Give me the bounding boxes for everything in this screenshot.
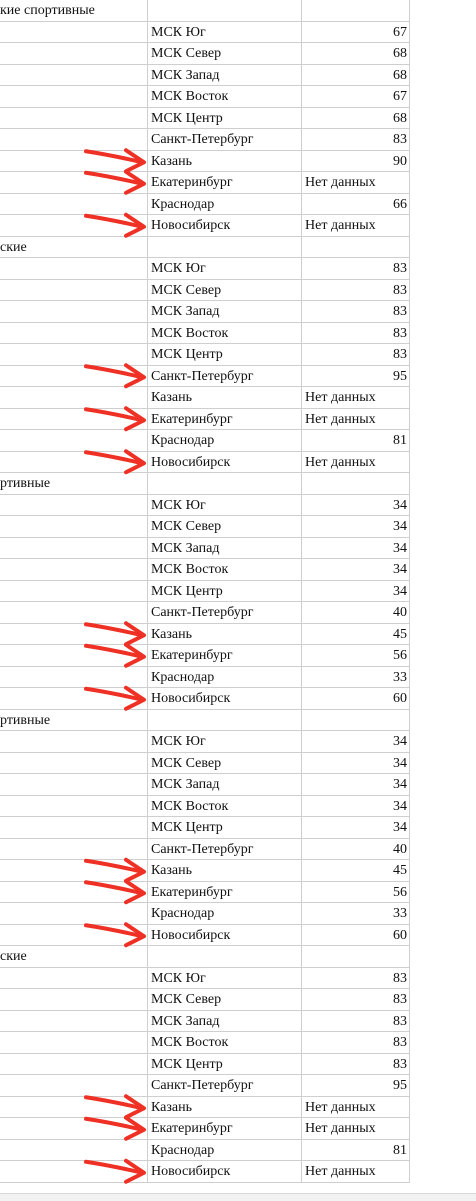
table-row[interactable]	[0, 86, 410, 108]
empty-cell[interactable]	[0, 602, 148, 623]
empty-cell[interactable]	[0, 1097, 148, 1118]
table-row[interactable]	[0, 667, 410, 689]
table-row[interactable]	[0, 1075, 410, 1097]
city-cell[interactable]: МСК Центр	[148, 108, 302, 129]
table-row[interactable]	[0, 1161, 410, 1183]
table-row[interactable]	[0, 387, 410, 409]
section-header-row[interactable]	[0, 710, 410, 732]
city-cell[interactable]: МСК Запад	[148, 301, 302, 322]
city-cell[interactable]: Екатеринбург	[148, 882, 302, 903]
empty-cell[interactable]	[0, 387, 148, 408]
empty-cell[interactable]	[0, 344, 148, 365]
empty-cell[interactable]	[0, 194, 148, 215]
value-cell[interactable]: 45	[302, 860, 410, 881]
value-cell[interactable]: 34	[302, 538, 410, 559]
city-cell[interactable]: Санкт-Петербург	[148, 129, 302, 150]
city-cell[interactable]: МСК Север	[148, 516, 302, 537]
table-row[interactable]	[0, 22, 410, 44]
empty-cell[interactable]	[148, 710, 302, 731]
value-cell[interactable]: 95	[302, 366, 410, 387]
value-cell[interactable]: 34	[302, 817, 410, 838]
value-cell[interactable]: 40	[302, 602, 410, 623]
empty-cell[interactable]	[0, 301, 148, 322]
empty-cell[interactable]	[0, 882, 148, 903]
empty-cell[interactable]	[0, 667, 148, 688]
empty-cell[interactable]	[0, 430, 148, 451]
table-row[interactable]	[0, 344, 410, 366]
city-cell[interactable]: Санкт-Петербург	[148, 602, 302, 623]
value-cell[interactable]: 56	[302, 645, 410, 666]
value-cell[interactable]: 83	[302, 301, 410, 322]
value-cell[interactable]: 68	[302, 65, 410, 86]
value-cell[interactable]: 83	[302, 344, 410, 365]
empty-cell[interactable]	[0, 258, 148, 279]
value-cell[interactable]: 83	[302, 323, 410, 344]
city-cell[interactable]: Санкт-Петербург	[148, 1075, 302, 1096]
empty-cell[interactable]	[0, 925, 148, 946]
city-cell[interactable]: Санкт-Петербург	[148, 366, 302, 387]
table-row[interactable]	[0, 194, 410, 216]
section-title: ские	[0, 237, 148, 258]
empty-cell[interactable]	[148, 0, 302, 21]
city-cell[interactable]: МСК Восток	[148, 86, 302, 107]
empty-cell[interactable]	[0, 774, 148, 795]
city-cell[interactable]: МСК Запад	[148, 1011, 302, 1032]
empty-cell[interactable]	[0, 409, 148, 430]
value-cell[interactable]: 83	[302, 1032, 410, 1053]
value-cell[interactable]: Нет данных	[302, 452, 410, 473]
empty-cell[interactable]	[0, 43, 148, 64]
value-cell[interactable]: 83	[302, 258, 410, 279]
table-row[interactable]	[0, 129, 410, 151]
city-cell[interactable]: Казань	[148, 1097, 302, 1118]
city-cell[interactable]: МСК Восток	[148, 559, 302, 580]
value-cell[interactable]: 90	[302, 151, 410, 172]
city-cell[interactable]: Казань	[148, 624, 302, 645]
empty-cell[interactable]	[0, 516, 148, 537]
empty-cell[interactable]	[0, 151, 148, 172]
value-cell[interactable]: 83	[302, 989, 410, 1010]
value-cell[interactable]: 83	[302, 968, 410, 989]
value-cell[interactable]: 34	[302, 495, 410, 516]
empty-cell[interactable]	[302, 946, 410, 967]
empty-cell[interactable]	[0, 65, 148, 86]
empty-cell[interactable]	[302, 237, 410, 258]
value-cell[interactable]: Нет данных	[302, 387, 410, 408]
city-cell[interactable]: МСК Юг	[148, 968, 302, 989]
empty-cell[interactable]	[0, 753, 148, 774]
value-cell[interactable]: 83	[302, 280, 410, 301]
city-cell[interactable]: Екатеринбург	[148, 172, 302, 193]
city-cell[interactable]: Новосибирск	[148, 452, 302, 473]
empty-cell[interactable]	[0, 129, 148, 150]
table-row[interactable]	[0, 839, 410, 861]
empty-cell[interactable]	[0, 1054, 148, 1075]
value-cell[interactable]: 34	[302, 796, 410, 817]
empty-cell[interactable]	[302, 473, 410, 494]
table-row[interactable]	[0, 581, 410, 603]
empty-cell[interactable]	[0, 559, 148, 580]
empty-cell[interactable]	[148, 237, 302, 258]
empty-cell[interactable]	[0, 989, 148, 1010]
table-row[interactable]	[0, 1054, 410, 1076]
city-cell[interactable]: МСК Восток	[148, 796, 302, 817]
city-cell[interactable]: МСК Юг	[148, 258, 302, 279]
empty-cell[interactable]	[0, 1011, 148, 1032]
city-cell[interactable]: МСК Центр	[148, 581, 302, 602]
city-cell[interactable]: Санкт-Петербург	[148, 839, 302, 860]
empty-cell[interactable]	[0, 1161, 148, 1182]
table-row[interactable]	[0, 903, 410, 925]
empty-cell[interactable]	[0, 22, 148, 43]
table-row[interactable]	[0, 1118, 410, 1140]
table-row[interactable]	[0, 882, 410, 904]
empty-cell[interactable]	[148, 473, 302, 494]
value-cell[interactable]: 34	[302, 731, 410, 752]
value-cell[interactable]: 60	[302, 925, 410, 946]
table-row[interactable]	[0, 280, 410, 302]
table-row[interactable]	[0, 774, 410, 796]
empty-cell[interactable]	[0, 581, 148, 602]
city-cell[interactable]: МСК Север	[148, 280, 302, 301]
table-row[interactable]	[0, 1097, 410, 1119]
city-cell[interactable]: Новосибирск	[148, 215, 302, 236]
value-cell[interactable]: 68	[302, 43, 410, 64]
city-cell[interactable]: Краснодар	[148, 903, 302, 924]
city-cell[interactable]: МСК Центр	[148, 1054, 302, 1075]
section-header-row[interactable]	[0, 237, 410, 259]
city-cell[interactable]: МСК Запад	[148, 538, 302, 559]
table-row[interactable]	[0, 301, 410, 323]
table-row[interactable]	[0, 1011, 410, 1033]
city-cell[interactable]: Новосибирск	[148, 925, 302, 946]
value-cell[interactable]: Нет данных	[302, 1161, 410, 1182]
value-cell[interactable]: 34	[302, 516, 410, 537]
table-row[interactable]	[0, 516, 410, 538]
empty-cell[interactable]	[0, 1140, 148, 1161]
empty-cell[interactable]	[0, 796, 148, 817]
empty-cell[interactable]	[0, 731, 148, 752]
empty-cell[interactable]	[0, 1118, 148, 1139]
city-cell[interactable]: Краснодар	[148, 667, 302, 688]
table-row[interactable]	[0, 753, 410, 775]
table-row[interactable]	[0, 215, 410, 237]
city-cell[interactable]: Екатеринбург	[148, 1118, 302, 1139]
empty-cell[interactable]	[0, 624, 148, 645]
value-cell[interactable]: 83	[302, 1011, 410, 1032]
value-cell[interactable]: Нет данных	[302, 409, 410, 430]
empty-cell[interactable]	[0, 817, 148, 838]
city-cell[interactable]: Новосибирск	[148, 688, 302, 709]
city-cell[interactable]: Краснодар	[148, 1140, 302, 1161]
table-row[interactable]	[0, 495, 410, 517]
table-row[interactable]	[0, 1032, 410, 1054]
empty-cell[interactable]	[302, 710, 410, 731]
value-cell[interactable]: 34	[302, 753, 410, 774]
city-cell[interactable]: Краснодар	[148, 194, 302, 215]
city-cell[interactable]: МСК Север	[148, 989, 302, 1010]
empty-cell[interactable]	[0, 968, 148, 989]
value-cell[interactable]: 68	[302, 108, 410, 129]
section-title: кие спортивные	[0, 0, 148, 21]
empty-cell[interactable]	[148, 946, 302, 967]
table-row[interactable]	[0, 602, 410, 624]
empty-cell[interactable]	[0, 860, 148, 881]
empty-cell[interactable]	[0, 538, 148, 559]
section-title: ртивные	[0, 710, 148, 731]
value-cell[interactable]: 34	[302, 559, 410, 580]
section-header-row[interactable]	[0, 0, 410, 22]
table-row[interactable]	[0, 258, 410, 280]
city-cell[interactable]: Казань	[148, 151, 302, 172]
value-cell[interactable]: 66	[302, 194, 410, 215]
city-cell[interactable]: МСК Центр	[148, 344, 302, 365]
city-cell[interactable]: Екатеринбург	[148, 409, 302, 430]
value-cell[interactable]: 95	[302, 1075, 410, 1096]
value-cell[interactable]: 33	[302, 903, 410, 924]
table-row[interactable]	[0, 1140, 410, 1162]
value-cell[interactable]: 67	[302, 86, 410, 107]
section-title: ские	[0, 946, 148, 967]
section-title: ртивные	[0, 473, 148, 494]
value-cell[interactable]: 67	[302, 22, 410, 43]
value-cell[interactable]: 83	[302, 129, 410, 150]
table-row[interactable]	[0, 538, 410, 560]
city-cell[interactable]: МСК Запад	[148, 774, 302, 795]
city-cell[interactable]: Казань	[148, 860, 302, 881]
value-cell[interactable]: Нет данных	[302, 215, 410, 236]
table-row[interactable]	[0, 323, 410, 345]
table-row[interactable]	[0, 688, 410, 710]
city-cell[interactable]: МСК Юг	[148, 22, 302, 43]
empty-cell[interactable]	[0, 86, 148, 107]
empty-cell[interactable]	[0, 280, 148, 301]
table-row[interactable]	[0, 366, 410, 388]
empty-cell[interactable]	[0, 452, 148, 473]
empty-cell[interactable]	[0, 366, 148, 387]
table-row[interactable]	[0, 151, 410, 173]
city-cell[interactable]: МСК Юг	[148, 731, 302, 752]
empty-cell[interactable]	[0, 1075, 148, 1096]
empty-cell[interactable]	[0, 903, 148, 924]
empty-cell[interactable]	[0, 108, 148, 129]
value-cell[interactable]: 60	[302, 688, 410, 709]
value-cell[interactable]: 33	[302, 667, 410, 688]
city-cell[interactable]: МСК Юг	[148, 495, 302, 516]
table-row[interactable]	[0, 968, 410, 990]
table-row[interactable]	[0, 731, 410, 753]
empty-cell[interactable]	[0, 215, 148, 236]
value-cell[interactable]: Нет данных	[302, 172, 410, 193]
empty-cell[interactable]	[0, 323, 148, 344]
table-row[interactable]	[0, 65, 410, 87]
empty-cell[interactable]	[0, 495, 148, 516]
table-row[interactable]	[0, 430, 410, 452]
city-cell[interactable]: МСК Север	[148, 43, 302, 64]
value-cell[interactable]: 45	[302, 624, 410, 645]
table-row[interactable]	[0, 817, 410, 839]
table-row[interactable]	[0, 452, 410, 474]
value-cell[interactable]: Нет данных	[302, 1097, 410, 1118]
city-cell[interactable]: МСК Восток	[148, 1032, 302, 1053]
city-cell[interactable]: МСК Север	[148, 753, 302, 774]
table-row[interactable]	[0, 108, 410, 130]
value-cell[interactable]: 81	[302, 1140, 410, 1161]
value-cell[interactable]: Нет данных	[302, 1118, 410, 1139]
table-row[interactable]	[0, 409, 410, 431]
value-cell[interactable]: 81	[302, 430, 410, 451]
table-row[interactable]	[0, 624, 410, 646]
value-cell[interactable]: 83	[302, 1054, 410, 1075]
table-row[interactable]	[0, 172, 410, 194]
table-row[interactable]	[0, 925, 410, 947]
city-cell[interactable]: МСК Запад	[148, 65, 302, 86]
city-cell[interactable]: Казань	[148, 387, 302, 408]
city-cell[interactable]: Краснодар	[148, 430, 302, 451]
section-header-row[interactable]	[0, 473, 410, 495]
empty-cell[interactable]	[0, 645, 148, 666]
empty-cell[interactable]	[0, 688, 148, 709]
empty-cell[interactable]	[0, 839, 148, 860]
city-cell[interactable]: Новосибирск	[148, 1161, 302, 1182]
city-cell[interactable]: МСК Восток	[148, 323, 302, 344]
empty-cell[interactable]	[0, 1032, 148, 1053]
value-cell[interactable]: 40	[302, 839, 410, 860]
table-row[interactable]	[0, 796, 410, 818]
table-row[interactable]	[0, 43, 410, 65]
empty-cell[interactable]	[302, 0, 410, 21]
value-cell[interactable]: 34	[302, 581, 410, 602]
empty-cell[interactable]	[0, 172, 148, 193]
value-cell[interactable]: 56	[302, 882, 410, 903]
city-cell[interactable]: МСК Центр	[148, 817, 302, 838]
table-row[interactable]	[0, 559, 410, 581]
table-row[interactable]	[0, 645, 410, 667]
city-cell[interactable]: Екатеринбург	[148, 645, 302, 666]
value-cell[interactable]: 34	[302, 774, 410, 795]
section-header-row[interactable]	[0, 946, 410, 968]
table-row[interactable]	[0, 860, 410, 882]
table-row[interactable]	[0, 989, 410, 1011]
